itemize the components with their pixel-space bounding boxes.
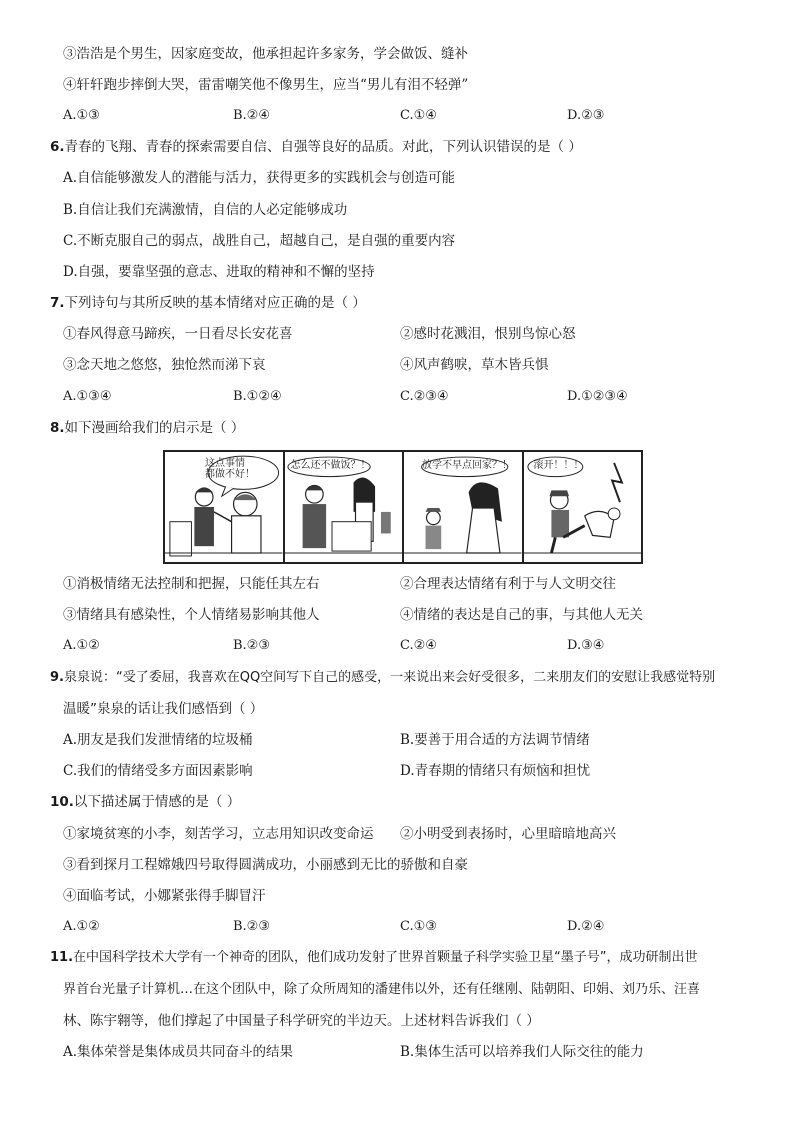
q11-number: 11. [50,950,74,965]
q6-stem [50,137,582,157]
comic-panel-3 [404,452,524,562]
q8-option-a[interactable]: A.①② [63,638,100,653]
q11-stem-line-1 [50,948,698,968]
q6-number: 6. [50,139,65,155]
comic-bubble-4: 滚开！！！ [533,460,584,471]
q8-item-2: ②合理表达情绪有利于与人文明交往 [400,576,616,592]
comic-panel-1 [165,452,285,562]
q7-option-d[interactable]: D.①②③④ [567,389,628,404]
q7-stem [50,293,366,313]
q9-option-c[interactable]: C.我们的情绪受多方面因素影响 [63,763,253,779]
q8-item-4: ④情绪的表达是自己的事，与其他人无关 [400,607,643,623]
q6-option-a[interactable]: A.自信能够激发人的潜能与活力，获得更多的实践机会与创造可能 [63,170,456,186]
comic-bubble-1 [205,458,255,480]
q10-option-d[interactable]: D.②④ [567,919,605,934]
q8-option-d[interactable]: D.③④ [567,638,605,653]
q5-item-3: ③浩浩是个男生，因家庭变故，他承担起许多家务，学会做饭、缝补 [63,46,468,62]
q8-number: 8. [50,420,65,436]
q10-stem-text: 以下描述属于情感的是（ ） [73,794,241,810]
q8-item-3: ③情绪具有感染性，个人情绪易影响其他人 [63,607,320,623]
q8-stem [50,418,244,438]
comic-panel-2 [285,452,405,562]
q10-item-2: ②小明受到表扬时，心里暗暗地高兴 [400,826,616,842]
q8-stem-text: 如下漫画给我们的启示是（ ） [64,420,245,436]
q6-stem-text: 青春的飞翔、青春的探索需要自信、自强等良好的品质。对此，下列认识错误的是（ ） [64,139,582,155]
q6-option-b[interactable]: B.自信让我们充满激情，自信的人必定能够成功 [63,202,348,218]
q5-option-b[interactable]: B.②④ [233,108,270,123]
q11-stem-text-1: 在中国科学技术大学有一个神奇的团队，他们成功发射了世界首颗量子科学实验卫星“墨子号”，成功研制出世 [73,950,698,965]
q7-option-b[interactable]: B.①②④ [233,389,282,404]
q7-option-a[interactable]: A.①③④ [63,389,112,404]
comic-panel-4 [524,452,642,562]
q8-option-b[interactable]: B.②③ [233,638,270,653]
q7-option-c[interactable]: C.②③④ [400,389,449,404]
q8-option-c[interactable]: C.②④ [400,638,437,653]
comic-bubble-3: 放学不早点回家？！ [422,460,512,471]
q9-stem-text-1: 泉泉说：“受了委屈，我喜欢在QQ空间写下自己的感受，一来说出来会好受很多，二来朋友们的安慰让我感觉特别 [63,670,716,685]
q11-option-b[interactable]: B.集体生活可以培养我们人际交往的能力 [400,1044,644,1060]
q11-option-a[interactable]: A.集体荣誉是集体成员共同奋斗的结果 [63,1044,294,1060]
q10-number: 10. [50,794,74,810]
q11-stem-line-3: 林、陈宇翱等，他们撑起了中国量子科学研究的半边天。上述材料告诉我们（ ） [63,1013,540,1029]
q10-item-4: ④面临考试，小娜紧张得手脚冒汗 [63,888,266,904]
q5-item-4: ④轩轩跑步摔倒大哭，雷雷嘲笑他不像男生，应当“男儿有泪不轻弹” [63,77,469,93]
q8-item-1: ①消极情绪无法控制和把握，只能任其左右 [63,576,320,592]
comic-bubble-2: 怎么还不做饭？！ [290,460,371,471]
q10-item-1: ①家境贫寒的小李，刻苦学习，立志用知识改变命运 [63,826,374,842]
q10-option-c[interactable]: C.①③ [400,919,437,934]
q6-option-c[interactable]: C.不断克服自己的弱点，战胜自己，超越自己，是自强的重要内容 [63,233,456,249]
q9-stem-line-1 [50,668,715,688]
q10-item-3: ③看到探月工程嫦娥四号取得圆满成功，小丽感到无比的骄傲和自豪 [63,857,468,873]
q6-option-d[interactable]: D.自强，要靠坚强的意志、进取的精神和不懈的坚持 [63,264,375,280]
q9-option-d[interactable]: D.青春期的情绪只有烦恼和担忧 [400,763,591,779]
q9-number: 9. [50,670,64,685]
q7-stem-text: 下列诗句与其所反映的基本情绪对应正确的是（ ） [64,295,366,311]
q10-option-a[interactable]: A.①② [63,919,100,934]
q10-option-b[interactable]: B.②③ [233,919,270,934]
q5-option-d[interactable]: D.②③ [567,108,605,123]
q10-stem [50,792,240,812]
q7-item-3: ③念天地之悠悠，独怆然而涕下哀 [63,357,266,373]
q11-stem-line-2: 界首台光量子计算机…在这个团队中，除了众所周知的潘建伟以外，还有任继刚、陆朝阳、印娟、刘乃乐、汪喜 [63,982,701,997]
q5-option-a[interactable]: A.①③ [63,108,100,123]
q7-item-4: ④风声鹤唳，草木皆兵惧 [400,357,549,373]
comic-bubble-1-text: 这点事情 都做不好！ [205,458,255,480]
q7-number: 7. [50,295,65,311]
q7-item-2: ②感时花溅泪，恨别鸟惊心怒 [400,326,576,342]
q5-option-c[interactable]: C.①④ [400,108,437,123]
q9-option-b[interactable]: B.要善于用合适的方法调节情绪 [400,732,590,748]
q7-item-1: ①春风得意马蹄疾，一日看尽长安花喜 [63,326,293,342]
q9-option-a[interactable]: A.朋友是我们发泄情绪的垃圾桶 [63,732,253,748]
q9-stem-line-2: 温暖”泉泉的话让我们感悟到（ ） [63,701,264,717]
comic-strip [163,450,643,564]
